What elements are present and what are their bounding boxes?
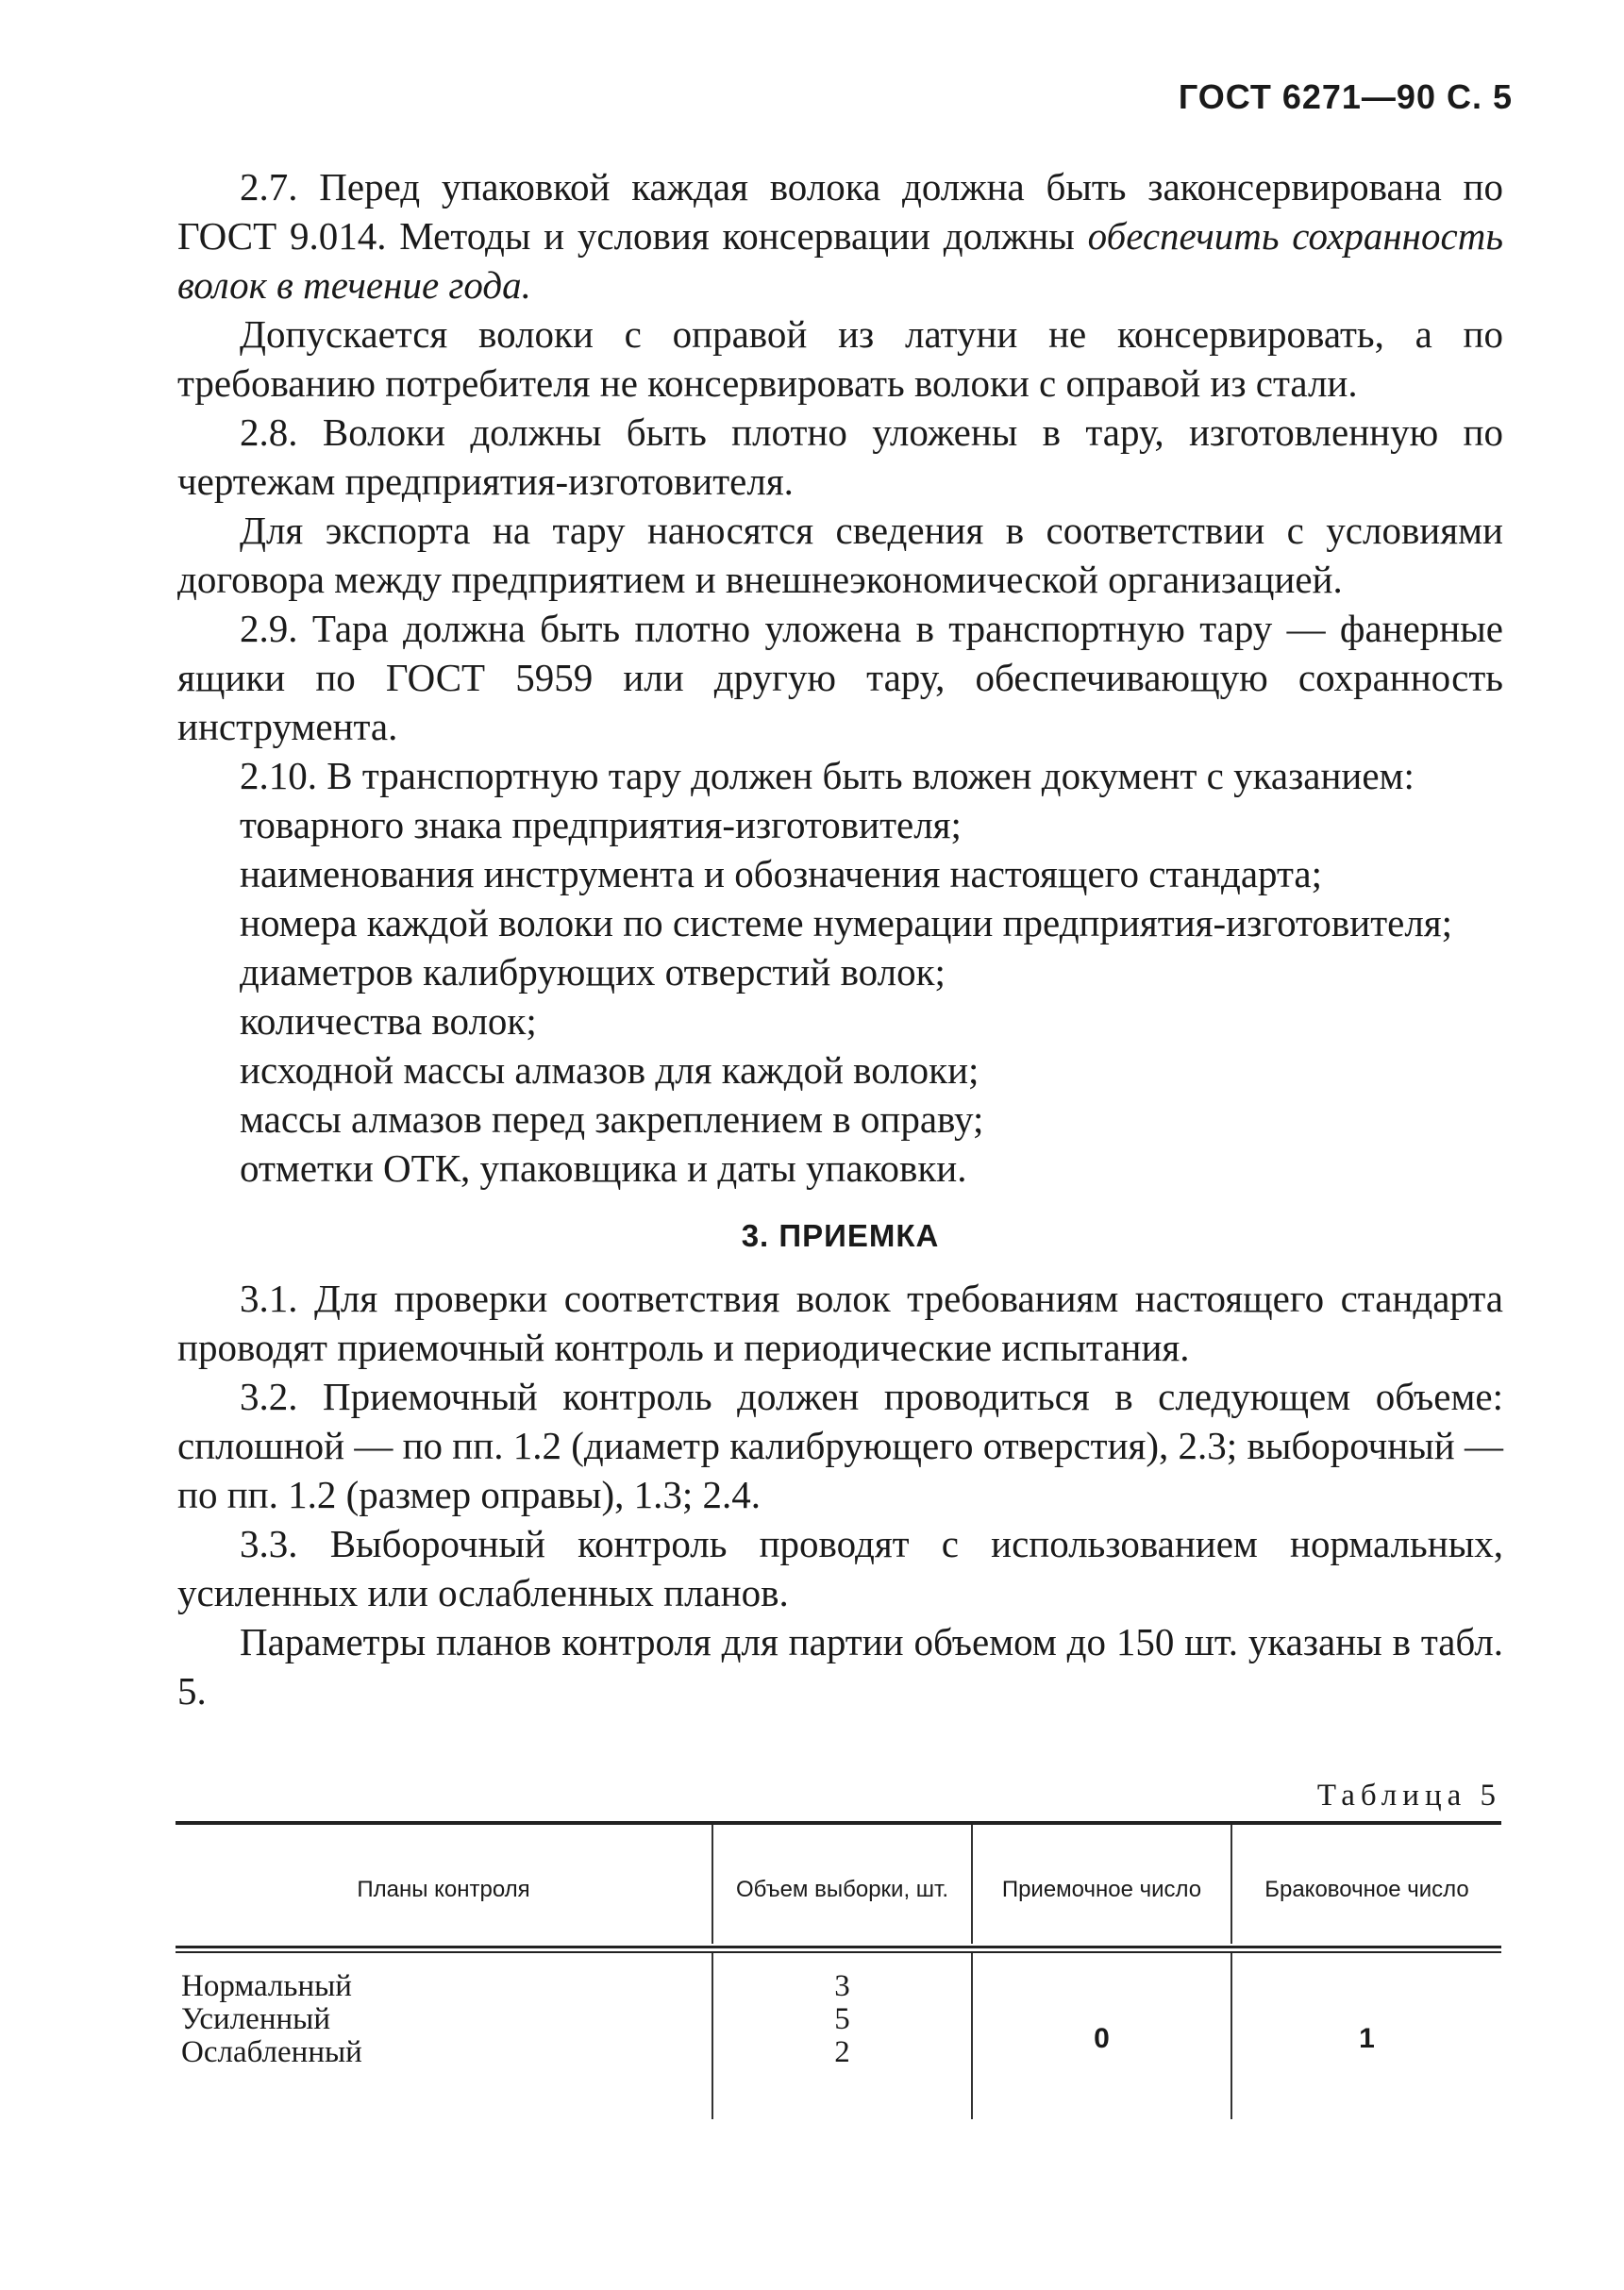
page-header: ГОСТ 6271—90 С. 5	[1178, 77, 1513, 116]
list-item: диаметров калибрующих отверстий волок;	[240, 950, 946, 994]
list-item: номера каждой волоки по системе нумерации предприятия-изготовителя;	[240, 901, 1453, 944]
paragraph-2-8-note: Для экспорта на тару наносятся сведения в соответствии с условиями договора между предприятием и внешнеэкономической организацией.	[177, 509, 1503, 601]
header-sample-size: Объем выборки, шт.	[712, 1825, 971, 1944]
paragraph-2-10: 2.10. В транспортную тару должен быть вложен документ с указанием:	[240, 754, 1415, 797]
list-item: товарного знака предприятия-изготовителя;	[240, 803, 962, 846]
plan-tightened: Усиленный	[181, 2002, 330, 2036]
table-header-rule	[176, 1946, 1501, 1948]
cell-sample-sizes	[712, 1953, 971, 2119]
sample-size-tightened: 5	[834, 2002, 850, 2036]
paragraph-2-9: 2.9. Тара должна быть плотно уложена в транспортную тару — фанерные ящики по ГОСТ 5959 или другую тару, обеспечивающую сохранность инструмента.	[177, 607, 1503, 748]
paragraph-2-7: 2.7. Перед упаковкой каждая волока должна быть законсервирована по ГОСТ 9.014. Методы и условия консервации должны обеспечить сохранность волок в течение года.	[177, 165, 1503, 307]
table-caption: Таблица 5	[1316, 1779, 1501, 1813]
paragraph-3-2: 3.2. Приемочный контроль должен проводиться в следующем объеме: сплошной — по пп. 1.2 (диаметр калибрующего отверстия), 2.3; выборочный — по пп. 1.2 (размер оправы), 1.3; 2.4.	[177, 1375, 1503, 1516]
cell-plans	[176, 1953, 712, 2119]
list-item: количества волок;	[240, 999, 537, 1043]
document-body	[177, 162, 1503, 1715]
list-item: исходной массы алмазов для каждой волоки;	[240, 1048, 979, 1092]
header-plans: Планы контроля	[357, 1876, 530, 1902]
table-5	[176, 1821, 1501, 2119]
plan-reduced: Ослабленный	[181, 2035, 362, 2069]
sample-size-normal: 3	[834, 1969, 850, 2003]
list-item: массы алмазов перед закреплением в оправу;	[240, 1097, 984, 1141]
paragraph-2-8: 2.8. Волоки должны быть плотно уложены в тару, изготовленную по чертежам предприятия-изготовителя.	[177, 410, 1503, 503]
paragraph-3-1: 3.1. Для проверки соответствия волок требованиям настоящего стандарта проводят приемочный контроль и периодические испытания.	[177, 1277, 1503, 1369]
header-rejection-number: Браковочное число	[1231, 1825, 1501, 1944]
sample-size-reduced: 2	[834, 2035, 850, 2069]
table-header-row	[176, 1825, 1501, 1944]
cell-rejection-number: 1	[1231, 1953, 1501, 2119]
italic-fragment: обеспечить сохранность волок в течение года.	[177, 214, 1503, 307]
cell-acceptance-number: 0	[971, 1953, 1231, 2119]
header-acceptance-number: Приемочное число	[971, 1825, 1231, 1944]
paragraph-3-3-note: Параметры планов контроля для партии объемом до 150 шт. указаны в табл. 5.	[177, 1620, 1503, 1713]
section-title: 3. ПРИЕМКА	[741, 1218, 940, 1253]
list-item: отметки ОТК, упаковщика и даты упаковки.	[240, 1146, 967, 1190]
list-item: наименования инструмента и обозначения настоящего стандарта;	[240, 852, 1322, 895]
table-body-row	[176, 1953, 1501, 2119]
paragraph-2-7-note: Допускается волоки с оправой из латуни не консервировать, а по требованию потребителя не консервировать волоки с оправой из стали.	[177, 312, 1503, 405]
plan-normal: Нормальный	[181, 1969, 352, 2003]
paragraph-3-3: 3.3. Выборочный контроль проводят с использованием нормальных, усиленных или ослабленных планов.	[177, 1522, 1503, 1614]
